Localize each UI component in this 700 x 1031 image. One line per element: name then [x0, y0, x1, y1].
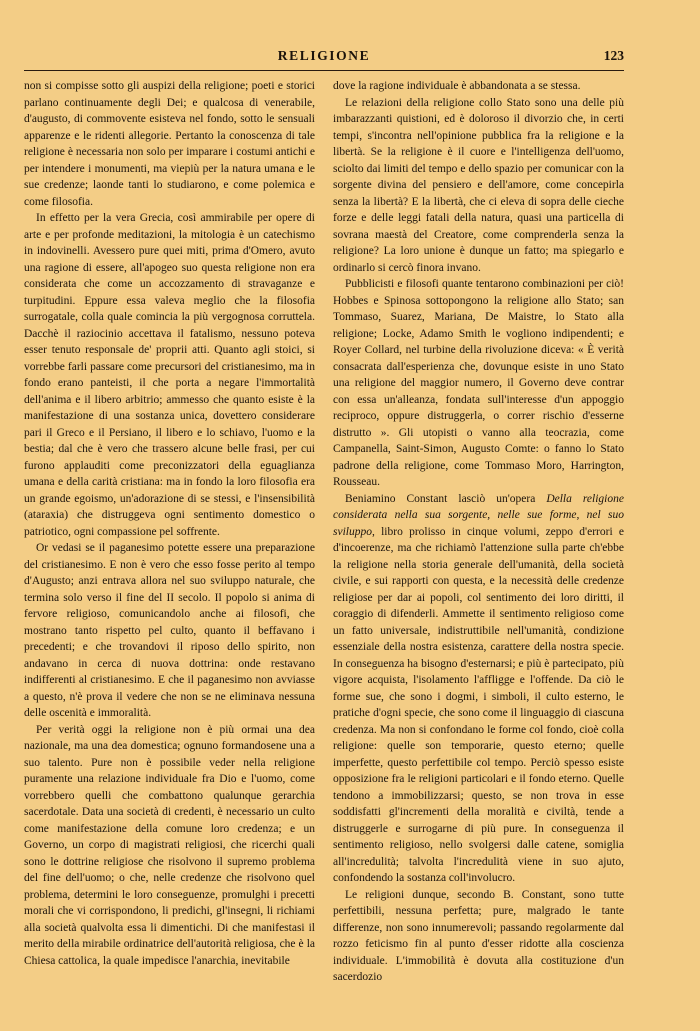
- header-rule: [24, 70, 624, 71]
- running-head-title: RELIGIONE: [277, 48, 371, 63]
- paragraph: non si compisse sotto gli auspizi della religione; poeti e storici parlano continuamente degli Dei; e qualcosa di venerabile, d'augusto, di commovente esisteva nel fondo, sotto le sensuali apparenze e le ridenti allegorie. Pertanto la conoscenza di tale religione è necessaria non solo per imparare i costumi antichi e per intendere i monumenti, ma viepiù per la natura umana e le sue credenze; laonde tanti lo studiarono, e come polemica e come filosofia.: [24, 80, 315, 208]
- book-title: Della religione considerata nella sua sorgente, nelle sue forme, nel suo sviluppo: [333, 492, 624, 538]
- right-column: [333, 78, 624, 998]
- paragraph-text: Beniamino Constant lasciò un'opera: [345, 492, 547, 505]
- page-number: 123: [603, 48, 624, 63]
- paragraph: Pubblicisti e filosofi quante tentarono combinazioni per ciò! Hobbes e Spinosa sottopongono la religione allo Stato; san Tommaso, Suarez, Mariana, De Maistre, lo Stato alla religione; Locke, Adamo Smith le vogliono indipendenti; e Royer Collard, nel turbine della rivoluzione diceva: « È verità consacrata dall'esperienza che, dovunque esiste in uno Stato una religione del maggior numero, il Governo deve contrar con essa un'alleanza, fondata sull'interesse d'un appoggio reciproco, oppure distruggerla, o correr rischio d'esserne distrutto ». Gli utopisti o vanno alla teocrazia, come Campanella, Saint-Simon, Augusto Comte: o fanno lo Stato padrone della religione, come Tommaso Moro, Harrington, Rousseau.: [333, 278, 624, 488]
- paragraph: Le relazioni della religione collo Stato sono una delle più imbarazzanti quistioni, ed è doloroso il divorzio che, in certi tempi, s'incontra nell'opinione pubblica fra la religione e la libertà. Se la religione è il cuore e l'intelligenza dell'uomo, sciolto dai limiti del tempo e dello spazio per comunicar con la sorgente divina del pensiero e dell'amore, come concepirla senza la libertà? E la libertà, che ci eleva di sopra delle cieche forze e delle leggi fatali della natura, quasi una particella di sovrana maestà del Creatore, come comprenderla senza la religione? La loro unione è dunque un fatto; ma spiegarlo e ordinarlo si cercò finora invano.: [333, 96, 624, 274]
- paragraph: In effetto per la vera Grecia, così ammirabile per opere di arte e per profonde meditazioni, la mitologia è un catechismo in indovinelli. Avessero pure quei miti, prima d'Omero, avuto una ragione di essere, all'apogeo suo questa religione non era considerata che come un accozzamento di stravaganze e turpitudini. Eppure essa valeva meglio che la filosofia surrogatale, colla quale comincia la più vergognosa corruttela. Dacchè il raziocinio accettava il fatalismo, nessuno poteva esser tenuto responsale de' proprii atti. Quanto agli stoici, si vorrebbe farli passare come precursori del cristianesimo, ma in fondo erano panteisti, il che porta a negare l'immortalità dell'anima e il libero arbitrio; ammesso che quanto esiste è la manifestazione di una sostanza unica, dovettero considerare pari il Greco e il Persiano, il libero e lo schiavo, l'uomo e la bestia; dal che è vero che trassero alcune belle frasi, per cui furono applauditi come preconizzatori della eguaglianza umana e della carità cristiana: ma in fondo la loro filosofia era un grande egoismo, un'adorazione di se stessi, e l'insensibilità (ataraxia) che distruggeva ogni sentimento domestico o patriotico, ogni compassione pel soffrente.: [24, 212, 315, 538]
- paragraph: Or vedasi se il paganesimo potette essere una preparazione del cristianesimo. E non è vero che esso fosse perito al tempo d'Augusto; anzi entrava allora nel suo sviluppo naturale, che termina solo verso il fine del II secolo. Il popolo si anima di fervore religioso, comunicandolo anche ai filosofi, che mostrano tanto rispetto pel culto, quanto il beffavano i precedenti; e che trovandovi il riposo dello spirito, non andavano in cerca di nuova dottrina: onde restavano indifferenti al cristianesimo. E che il paganesimo non avviasse a questo, n'è prova il vedere che non se ne eliminava nessuna delle oscenità e immoralità.: [24, 542, 315, 719]
- paragraph: dove la ragione individuale è abbandonata a se stessa.: [333, 80, 581, 92]
- running-head: [24, 46, 624, 66]
- paragraph: [333, 491, 624, 887]
- paragraph-text: , libro prolisso in cinque volumi, zeppo d'errori e d'incoerenze, ma che richiamò l'attenzione sulla parte ch'ebbe la religione nella storia generale dell'umanità, della società civile, e sui rapporti con questa, e la necessità delle credenze religiose per dar ai popoli, col sentimento dei loro diritti, il coraggio di difenderli. Ammette il sentimento religioso come un fatto universale, indistruttibile nell'umanità, condizione essenziale della nostra esistenza, carattere della nostra specie. In conseguenza ha bisogno d'esternarsi; e più è partecipato, più vigore acquista, l'isolamento l'affligge e l'offende. Da ciò le forme sue, che sono i dogmi, i simboli, il culto esterno, le pratiche d'ogni specie, che sono come il linguaggio di ciascuna credenza. Ma non si confondano le forme col fondo, cioè colla religione: quelle son temporarie, questo eterno; quelle imperfette, questo perfettibile col tempo. Perciò spesso esiste opposizione fra le religioni particolari e il fondo eterno. Quelle tendono a immobilizzarsi; questo, se non trova in esse soddisfatti gl'incrementi della moralità e civiltà, tende a distruggerle e surrogarne di più pure. In conseguenza il sentimento religioso, nello svolgersi dalle catene, somiglia all'incredulità; talvolta l'incredulità viene in suo ajuto, confondendo la sostanza coll'involucro.: [333, 525, 624, 884]
- paragraph: Le religioni dunque, secondo B. Constant, sono tutte perfettibili, nessuna perfetta; pure, malgrado le tante differenze, non sono innumerevoli; passando regolarmente dal rozzo feticismo fin al punto d'esser ridotte alla coscienza individuale. L'immobilità è dovuta alla costituzione d'un sacerdozio: [333, 888, 624, 983]
- paragraph: Per verità oggi la religione non è più ormai una dea nazionale, ma una dea domestica; ognuno formandosene una a suo talento. Pure non è possibile veder nella religione puramente una relazione individuale fra Dio e l'uomo, come vorrebbero quelli che combattono qualunque gerarchia sacerdotale. Data una società di credenti, è necessario un culto come manifestazione della comune loro credenza; e un Governo, un corpo di magistrati religiosi, che ricerchi quali sono le dottrine religiose che risolvono il supremo problema del fine dell'uomo; o che, nelle credenze che risolvono quel problema, determini le loro conseguenze, promulghi i precetti morali che vi corrispondono, li predichi, gl'insegni, li richiami alla società qualvolta essa li dimentichi. Di che manifestasi il merito della mirabile ordinatrice dell'autorità religiosa, che è la Chiesa cattolica, la quale impedisce l'anarchia, inevitabile: [24, 723, 315, 967]
- left-column: [24, 78, 315, 998]
